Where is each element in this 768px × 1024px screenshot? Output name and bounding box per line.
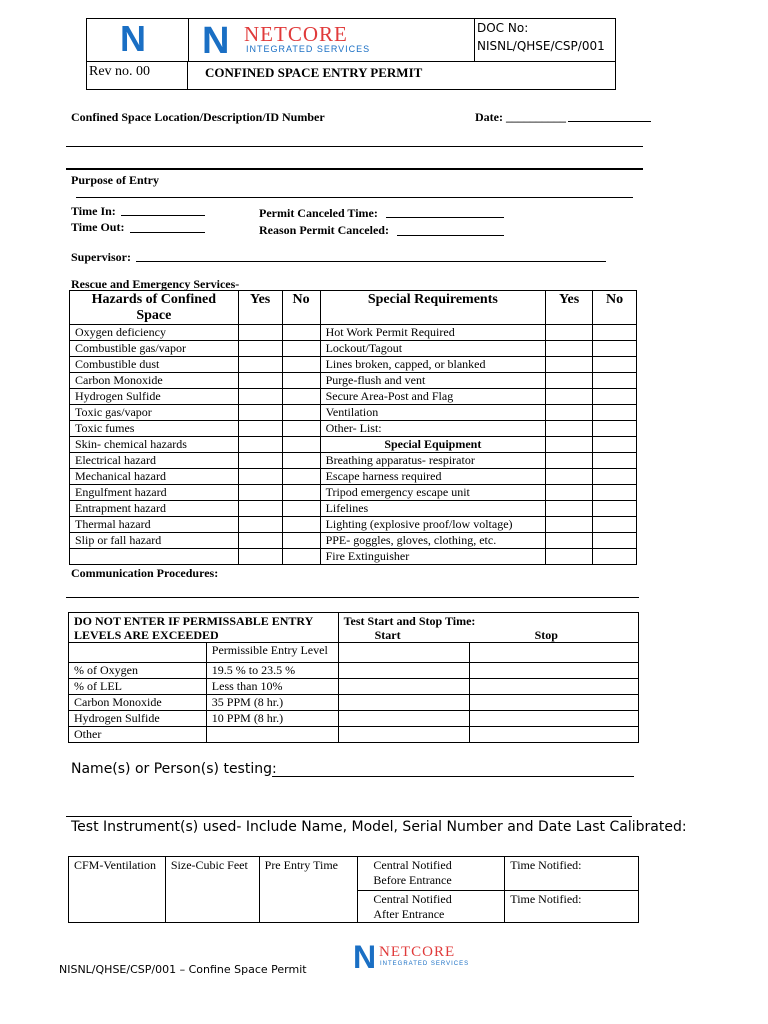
col-no-1: No: [282, 291, 320, 325]
brand-n-icon: N: [202, 20, 230, 62]
requirement-no-cell[interactable]: [593, 517, 637, 533]
hazard-yes-cell[interactable]: [238, 437, 282, 453]
stop-value-cell[interactable]: [470, 695, 639, 711]
hazard-yes-cell[interactable]: [238, 389, 282, 405]
requirement-no-cell[interactable]: [593, 389, 637, 405]
names-testing-label: Name(s) or Person(s) testing:: [71, 761, 277, 777]
start-value-cell[interactable]: [338, 727, 470, 743]
hazard-cell: Entrapment hazard: [70, 501, 239, 517]
start-value-cell[interactable]: [338, 711, 470, 727]
reason-canceled-label: Reason Permit Canceled:: [259, 223, 389, 237]
ventilation-table: [68, 856, 639, 923]
hazard-no-cell[interactable]: [282, 389, 320, 405]
location-line-1[interactable]: [66, 146, 643, 147]
requirement-cell: PPE- goggles, gloves, clothing, etc.: [320, 533, 546, 549]
hazards-table: [69, 290, 637, 565]
requirement-yes-cell[interactable]: [546, 453, 593, 469]
col-special-requirements: Special Requirements: [320, 291, 546, 325]
hazard-no-cell[interactable]: [282, 405, 320, 421]
time-out-label: Time Out:: [71, 220, 125, 234]
stop-value-cell[interactable]: [470, 679, 639, 695]
table-row: [70, 517, 637, 533]
table-row: [70, 357, 637, 373]
hazard-cell: Mechanical hazard: [70, 469, 239, 485]
footer-n-icon: N: [353, 939, 377, 975]
stop-value-cell[interactable]: [470, 711, 639, 727]
table-row: [70, 533, 637, 549]
hazard-no-cell[interactable]: [282, 341, 320, 357]
hazards-header-row: [70, 291, 637, 325]
time-out-line[interactable]: [130, 232, 205, 233]
document-header: [86, 18, 616, 90]
time-notified-after[interactable]: Time Notified:: [505, 891, 639, 923]
requirement-cell: Lifelines: [320, 501, 546, 517]
requirement-no-cell[interactable]: [593, 453, 637, 469]
hazard-yes-cell[interactable]: [238, 325, 282, 341]
requirement-no-cell[interactable]: [593, 325, 637, 341]
communication-label: Communication Procedures:: [71, 566, 219, 580]
table-row: [70, 437, 637, 453]
requirement-yes-cell[interactable]: [546, 501, 593, 517]
names-testing-line[interactable]: [272, 776, 634, 777]
table-row: [69, 663, 639, 679]
table-row: [70, 341, 637, 357]
hazard-cell: Carbon Monoxide: [70, 373, 239, 389]
notified-after-label: Central Notified After Entrance: [373, 892, 452, 921]
col-yes-1: Yes: [238, 291, 282, 325]
brand-name: NETCORE: [244, 22, 348, 46]
stop-label: Stop: [534, 628, 558, 642]
requirement-no-cell[interactable]: [593, 469, 637, 485]
requirement-cell: Breathing apparatus- respirator: [320, 453, 546, 469]
requirement-no-cell[interactable]: [593, 341, 637, 357]
hazard-cell: Toxic fumes: [70, 421, 239, 437]
communication-line[interactable]: [66, 597, 639, 598]
hazard-no-cell[interactable]: [282, 437, 320, 453]
supervisor-label: Supervisor:: [71, 250, 131, 264]
requirement-cell: Escape harness required: [320, 469, 546, 485]
table-row: [69, 695, 639, 711]
hazard-cell: Combustible dust: [70, 357, 239, 373]
purpose-line[interactable]: [76, 197, 633, 198]
requirement-no-cell[interactable]: [593, 485, 637, 501]
col-yes-2: Yes: [546, 291, 593, 325]
gas-cell: % of LEL: [69, 679, 207, 695]
permit-canceled-time-line[interactable]: [386, 217, 504, 218]
limit-cell: [206, 727, 338, 743]
requirement-no-cell[interactable]: [593, 405, 637, 421]
table-row: [70, 325, 637, 341]
table-row: [70, 501, 637, 517]
table-row: [69, 711, 639, 727]
hazard-yes-cell[interactable]: [238, 469, 282, 485]
requirement-yes-cell[interactable]: [546, 437, 593, 453]
start-cell[interactable]: [338, 643, 470, 663]
requirement-cell: Ventilation: [320, 405, 546, 421]
stop-value-cell[interactable]: [470, 663, 639, 679]
start-value-cell[interactable]: [338, 695, 470, 711]
hazard-no-cell[interactable]: [282, 453, 320, 469]
notified-before-cell: [358, 857, 505, 891]
requirement-cell: Tripod emergency escape unit: [320, 485, 546, 501]
limit-cell: 19.5 % to 23.5 %: [206, 663, 338, 679]
table-row: [70, 405, 637, 421]
requirement-no-cell[interactable]: [593, 501, 637, 517]
requirement-yes-cell[interactable]: [546, 373, 593, 389]
table-row: [70, 469, 637, 485]
hazard-cell: Slip or fall hazard: [70, 533, 239, 549]
requirement-yes-cell[interactable]: [546, 485, 593, 501]
hazard-no-cell[interactable]: [282, 501, 320, 517]
hazard-no-cell[interactable]: [282, 421, 320, 437]
table-row: [69, 679, 639, 695]
reason-canceled-line[interactable]: [397, 235, 504, 236]
requirement-no-cell[interactable]: [593, 421, 637, 437]
requirement-cell: Lines broken, capped, or blanked: [320, 357, 546, 373]
requirement-cell: Lockout/Tagout: [320, 341, 546, 357]
time-in-label: Time In:: [71, 204, 116, 218]
hazard-cell: [70, 549, 239, 565]
hazard-yes-cell[interactable]: [238, 341, 282, 357]
hazard-yes-cell[interactable]: [238, 357, 282, 373]
hazard-yes-cell[interactable]: [238, 549, 282, 565]
hazard-yes-cell[interactable]: [238, 517, 282, 533]
date-line[interactable]: [568, 121, 651, 122]
requirement-cell: Other- List:: [320, 421, 546, 437]
requirement-no-cell[interactable]: [593, 437, 637, 453]
table-row: [69, 727, 639, 743]
hazard-cell: Skin- chemical hazards: [70, 437, 239, 453]
gas-cell: Hydrogen Sulfide: [69, 711, 207, 727]
hazard-no-cell[interactable]: [282, 517, 320, 533]
logo-n-icon: N: [120, 18, 146, 59]
requirement-no-cell[interactable]: [593, 549, 637, 565]
stop-value-cell[interactable]: [470, 727, 639, 743]
hazard-no-cell[interactable]: [282, 533, 320, 549]
cfm-cell[interactable]: CFM-Ventilation: [69, 857, 166, 923]
date-label: Date: __________: [475, 110, 566, 124]
requirement-yes-cell[interactable]: [546, 325, 593, 341]
permissible-header: Permissible Entry Level: [206, 643, 338, 663]
requirement-yes-cell[interactable]: [546, 421, 593, 437]
table-row: [70, 549, 637, 565]
hazard-yes-cell[interactable]: [238, 533, 282, 549]
logo-cell: [87, 19, 189, 61]
hazard-yes-cell[interactable]: [238, 405, 282, 421]
requirement-yes-cell[interactable]: [546, 405, 593, 421]
entry-warning: DO NOT ENTER IF PERMISSABLE ENTRY LEVELS ARE EXCEEDED: [69, 613, 339, 643]
requirement-yes-cell[interactable]: [546, 341, 593, 357]
requirement-cell: Lighting (explosive proof/low voltage): [320, 517, 546, 533]
requirement-yes-cell[interactable]: [546, 549, 593, 565]
requirement-no-cell[interactable]: [593, 533, 637, 549]
doc-no-label: DOC No:: [477, 21, 529, 35]
col-hazards: Hazards of Confined Space: [70, 291, 239, 325]
hazard-no-cell[interactable]: [282, 549, 320, 565]
gas-cell: Carbon Monoxide: [69, 695, 207, 711]
table-row: [70, 373, 637, 389]
header-row-2: [87, 61, 615, 90]
table-row: [70, 421, 637, 437]
rev-no: Rev no. 00: [87, 62, 188, 90]
table-row: [70, 389, 637, 405]
entry-levels-table: [68, 612, 639, 743]
footer-logo: [353, 939, 483, 976]
start-value-cell[interactable]: [338, 663, 470, 679]
hazard-cell: Engulfment hazard: [70, 485, 239, 501]
time-notified-before[interactable]: Time Notified:: [505, 857, 639, 891]
hazard-cell: Toxic gas/vapor: [70, 405, 239, 421]
limit-cell: 10 PPM (8 hr.): [206, 711, 338, 727]
permit-canceled-time-label: Permit Canceled Time:: [259, 206, 378, 220]
size-cell[interactable]: Size-Cubic Feet: [165, 857, 259, 923]
blank-cell: [69, 643, 207, 663]
gas-cell: Other: [69, 727, 207, 743]
hazard-no-cell[interactable]: [282, 485, 320, 501]
instruments-label: Test Instrument(s) used- Include Name, Model, Serial Number and Date Last Calibrated:: [71, 819, 687, 835]
requirement-cell: Hot Work Permit Required: [320, 325, 546, 341]
hazard-yes-cell[interactable]: [238, 421, 282, 437]
brand-sub: INTEGRATED SERVICES: [246, 44, 371, 54]
notified-before-label: Central Notified Before Entrance: [373, 858, 452, 887]
page-title: CONFINED SPACE ENTRY PERMIT: [205, 65, 423, 80]
time-in-line[interactable]: [121, 215, 205, 216]
requirement-no-cell[interactable]: [593, 373, 637, 389]
hazard-no-cell[interactable]: [282, 357, 320, 373]
requirement-yes-cell[interactable]: [546, 357, 593, 373]
location-label: Confined Space Location/Description/ID Number: [71, 110, 325, 124]
footer-brand-name: NETCORE: [379, 944, 456, 960]
pre-entry-cell[interactable]: Pre Entry Time: [259, 857, 358, 923]
requirement-cell: Fire Extinguisher: [320, 549, 546, 565]
requirement-yes-cell[interactable]: [546, 533, 593, 549]
test-time-label: Test Start and Stop Time:: [343, 614, 476, 628]
supervisor-line[interactable]: [136, 261, 606, 262]
test-time-cell: [338, 613, 638, 643]
purpose-label: Purpose of Entry: [71, 173, 159, 187]
requirement-cell: Purge-flush and vent: [320, 373, 546, 389]
col-no-2: No: [593, 291, 637, 325]
requirement-yes-cell[interactable]: [546, 469, 593, 485]
names-testing-line-2[interactable]: [66, 816, 632, 817]
hazard-cell: Combustible gas/vapor: [70, 341, 239, 357]
gas-cell: % of Oxygen: [69, 663, 207, 679]
hazard-no-cell[interactable]: [282, 325, 320, 341]
brand-logo: [202, 20, 472, 62]
doc-no-cell: [474, 19, 618, 61]
notified-after-cell: [358, 891, 505, 923]
hazard-no-cell[interactable]: [282, 373, 320, 389]
requirement-cell: Secure Area-Post and Flag: [320, 389, 546, 405]
requirement-no-cell[interactable]: [593, 357, 637, 373]
hazard-cell: Hydrogen Sulfide: [70, 389, 239, 405]
stop-cell[interactable]: [470, 643, 639, 663]
hazard-yes-cell[interactable]: [238, 501, 282, 517]
table-row: [70, 453, 637, 469]
start-value-cell[interactable]: [338, 679, 470, 695]
location-line-2[interactable]: [66, 168, 643, 170]
table-row: [70, 485, 637, 501]
doc-no: NISNL/QHSE/CSP/001: [477, 39, 605, 53]
hazard-cell: Thermal hazard: [70, 517, 239, 533]
hazard-yes-cell[interactable]: [238, 373, 282, 389]
hazard-yes-cell[interactable]: [238, 485, 282, 501]
footer-doc: NISNL/QHSE/CSP/001 – Confine Space Permit: [59, 963, 307, 976]
special-equipment-heading: Special Equipment: [320, 437, 546, 453]
requirement-yes-cell[interactable]: [546, 517, 593, 533]
rescue-label: Rescue and Emergency Services-: [71, 277, 240, 291]
hazard-no-cell[interactable]: [282, 469, 320, 485]
limit-cell: Less than 10%: [206, 679, 338, 695]
start-label: Start: [374, 628, 401, 642]
limit-cell: 35 PPM (8 hr.): [206, 695, 338, 711]
hazard-yes-cell[interactable]: [238, 453, 282, 469]
footer-brand-sub: INTEGRATED SERVICES: [380, 961, 470, 967]
requirement-yes-cell[interactable]: [546, 389, 593, 405]
hazard-cell: Electrical hazard: [70, 453, 239, 469]
hazard-cell: Oxygen deficiency: [70, 325, 239, 341]
